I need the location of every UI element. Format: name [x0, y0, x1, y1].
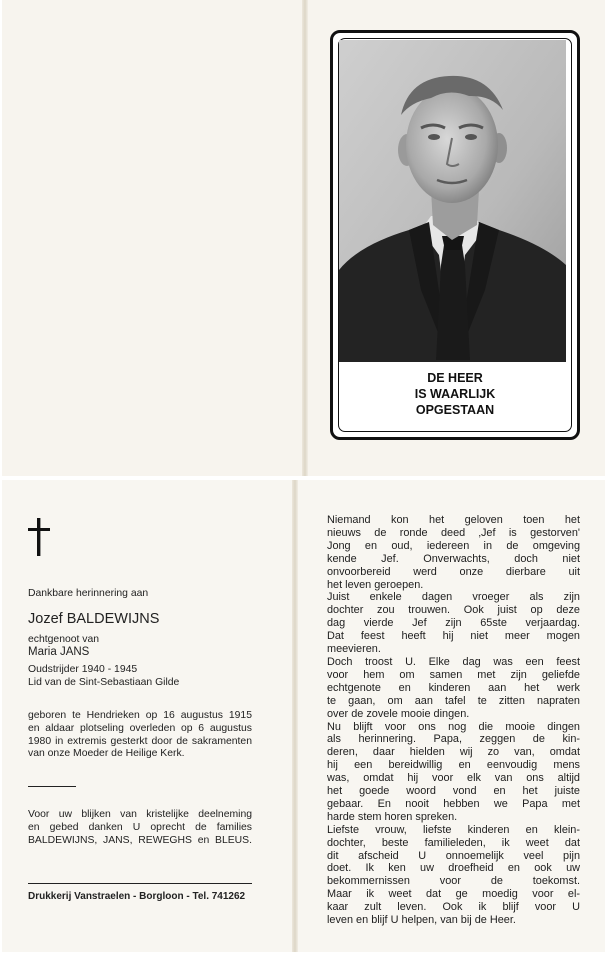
deceased-name: [28, 611, 159, 627]
text-line: doet. Ik ken uw droefheid en ook uw: [327, 862, 580, 875]
motto-line: DE HEER: [427, 371, 483, 385]
motto-line: IS WAARLIJK: [414, 387, 496, 401]
text-line: 1980 in extremis gesterkt door de sakramenten: [28, 735, 252, 747]
veteran-text: Oudstrijder 1940 - 1945: [28, 664, 138, 675]
text-line: Liefste vrouw, liefste kinderen en klein-: [327, 823, 580, 836]
first-name: Jozef: [28, 611, 63, 627]
text-line: en gebed danken U oprecht de families: [28, 821, 252, 833]
card-fold: [302, 0, 308, 476]
spouse-intro: echtgenoot van: [28, 634, 100, 645]
text-line: Voor uw blijken van kristelijke deelneming: [28, 809, 252, 820]
printer-credit: Drukkerij Vanstraelen - Borgloon - Tel. 741262: [28, 891, 246, 902]
last-name: BALDEWIJNS: [66, 611, 160, 627]
text-line: over de zovele mooie dingen.: [327, 707, 470, 720]
text-line: dochter zou trouwen. Ook juist op deze: [327, 604, 580, 617]
text-line: Doch troost U. Elke dag was een feest: [327, 655, 580, 668]
text-line: dit afscheid U onnoemelijk veel pijn: [327, 849, 580, 862]
text-line: Nu blijft voor ons nog die mooie dingen: [327, 720, 580, 733]
motto-line: OPGESTAAN: [415, 403, 495, 417]
text-line: van onze Moeder de Heilige Kerk.: [28, 748, 185, 760]
text-line: en aldaar plotseling overleden op 6 augustus: [28, 722, 252, 734]
text-line: het leven geroepen.: [327, 578, 424, 591]
text-line: Juist enkele dagen vroeger als zijn: [327, 591, 580, 604]
text-line: BALDEWIJNS, JANS, REWEGHS en BLEUS.: [28, 834, 252, 846]
cross-icon: [28, 518, 50, 561]
text-line: Dat feest heeft hij niet meer mogen: [327, 630, 580, 643]
text-line: geboren te Hendrieken op 16 augustus 1915: [28, 710, 252, 721]
text-line: deren, daar hielden wij zo van, omdat: [327, 746, 580, 759]
text-line: kaar zult leven. Ook ik blijf voor U: [327, 901, 580, 914]
guild-text: Lid van de Sint-Sebastiaan Gilde: [28, 677, 180, 688]
text-line: hij een bereidwillig en eenvoudig mens: [327, 759, 580, 772]
portrait-photo: [339, 40, 566, 362]
printer-divider: [28, 883, 252, 884]
text-line: Maar ik weet dat ge moedig voor el-: [327, 888, 580, 901]
thanks-text: [28, 809, 252, 847]
text-line: harde stem horen spreken.: [327, 810, 458, 823]
text-line: kende Jef. Onverwachts, doch niet: [327, 552, 580, 565]
text-line: gebaar. En nooit hebben we Papa met: [327, 797, 580, 810]
text-line: als herinnering. Papa, zeggen de kin-: [327, 733, 580, 746]
text-line: Niemand kon het geloven toen het: [327, 514, 580, 526]
short-divider: [28, 786, 76, 787]
text-line: dochter, beste familieleden, ik weet dat: [327, 836, 580, 849]
spouse-name: Maria JANS: [28, 646, 90, 658]
text-line: voor hem om samen met zijn geliefde: [327, 668, 580, 681]
motto: [330, 370, 580, 418]
portrait-illustration: [339, 40, 566, 362]
text-line: echtgenote en kinderen aan het werk: [327, 681, 580, 694]
birth-death-text: [28, 710, 252, 761]
text-line: leven en blijf U helpen, van bij de Heer.: [327, 914, 516, 927]
text-line: was, omdat hij voor elk van ons altijd: [327, 772, 580, 785]
text-line: onvoorbereid werd onze dierbare uit: [327, 565, 580, 578]
text-line: Jong en oud, iedereen in de omgeving: [327, 539, 580, 552]
intro-text: Dankbare herinnering aan: [28, 588, 149, 599]
text-line: te gaan, om aan tafel te zitten napraten: [327, 694, 580, 707]
text-line: meevieren.: [327, 643, 381, 656]
text-line: nieuws de ronde deed ‚Jef is gestorven': [327, 526, 580, 539]
memorial-text: [327, 514, 580, 927]
text-line: bekommernissen voor de toekomst.: [327, 875, 580, 888]
text-line: het goede woord vond en het juiste: [327, 785, 580, 798]
card-fold: [292, 480, 298, 952]
text-line: dag vierde Jef zijn 65ste verjaardag.: [327, 617, 580, 630]
